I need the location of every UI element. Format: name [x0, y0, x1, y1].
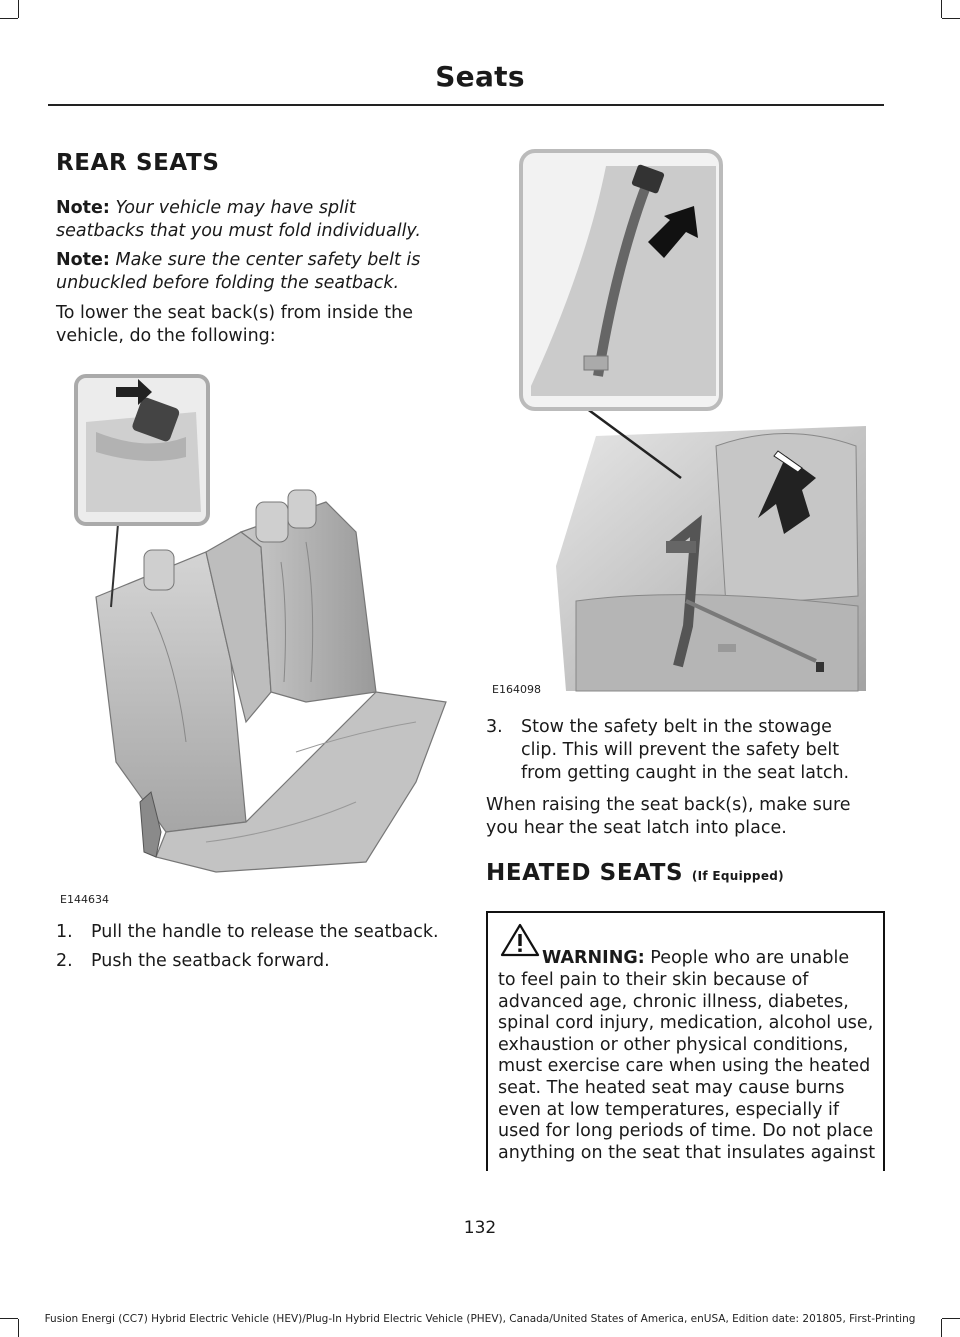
header-divider	[48, 104, 884, 106]
list-item	[56, 950, 456, 974]
safety-belt-illustration	[486, 146, 882, 692]
safety-belt-figure	[486, 146, 882, 692]
footer-text: Fusion Energi (CC7) Hybrid Electric Vehicle (HEV)/Plug-In Hybrid Electric Vehicle (PHEV), Canada/United States of America, enUSA, Edition date: 201805, First-Printing	[44, 1313, 916, 1325]
list-number: 2.	[56, 951, 73, 971]
section-heading-heated-seats	[486, 860, 784, 886]
warning-lead: People who are unable	[650, 948, 850, 968]
warning-label: WARNING:	[542, 948, 645, 968]
crop-mark	[942, 18, 960, 19]
raise-paragraph: When raising the seat back(s), make sure you hear the seat latch into place.	[486, 795, 851, 838]
crop-mark	[18, 0, 19, 18]
note-2	[56, 249, 446, 295]
note-label: Note:	[56, 250, 110, 270]
list-number: 1.	[56, 922, 73, 942]
rear-seat-illustration	[56, 362, 452, 887]
note-label: Note:	[56, 198, 110, 218]
warning-triangle-icon	[500, 923, 540, 957]
list-text: Stow the safety belt in the stowage clip. This will prevent the safety belt from getting caught in the seat latch.	[521, 717, 850, 783]
list-number: 3.	[486, 717, 503, 737]
heading-suffix: (If Equipped)	[691, 869, 784, 883]
figure-code: E164098	[492, 683, 541, 696]
warning-first-line	[542, 948, 849, 968]
warning-box	[486, 911, 885, 1171]
list-item	[56, 921, 456, 945]
note-1	[56, 197, 446, 243]
figure-code: E144634	[60, 893, 109, 906]
page-title: Seats	[435, 60, 525, 93]
rear-seat-figure	[56, 362, 452, 887]
list-item	[486, 716, 886, 788]
note-text: Your vehicle may have split seatbacks that you must fold individually.	[56, 198, 421, 241]
list-text: Pull the handle to release the seatback.	[91, 922, 439, 942]
intro-paragraph: To lower the seat back(s) from inside the vehicle, do the following:	[56, 303, 414, 346]
page-number: 132	[463, 1218, 497, 1238]
list-text: Push the seatback forward.	[91, 951, 330, 971]
crop-mark	[941, 0, 942, 18]
heading-text: HEATED SEATS	[486, 860, 684, 886]
crop-mark	[0, 18, 18, 19]
section-heading-rear-seats: REAR SEATS	[56, 150, 220, 176]
note-text: Make sure the center safety belt is unbuckled before folding the seatback.	[56, 250, 421, 293]
warning-body: to feel pain to their skin because of advanced age, chronic illness, diabetes, spinal cord injury, medication, alcohol use, exhaustion or other physical conditions, must exercise care when using the heated seat. The heated seat may cause burns even at low temperatures, especially if used for long periods of time. Do not place anything on the seat that insulates against	[498, 970, 876, 1163]
